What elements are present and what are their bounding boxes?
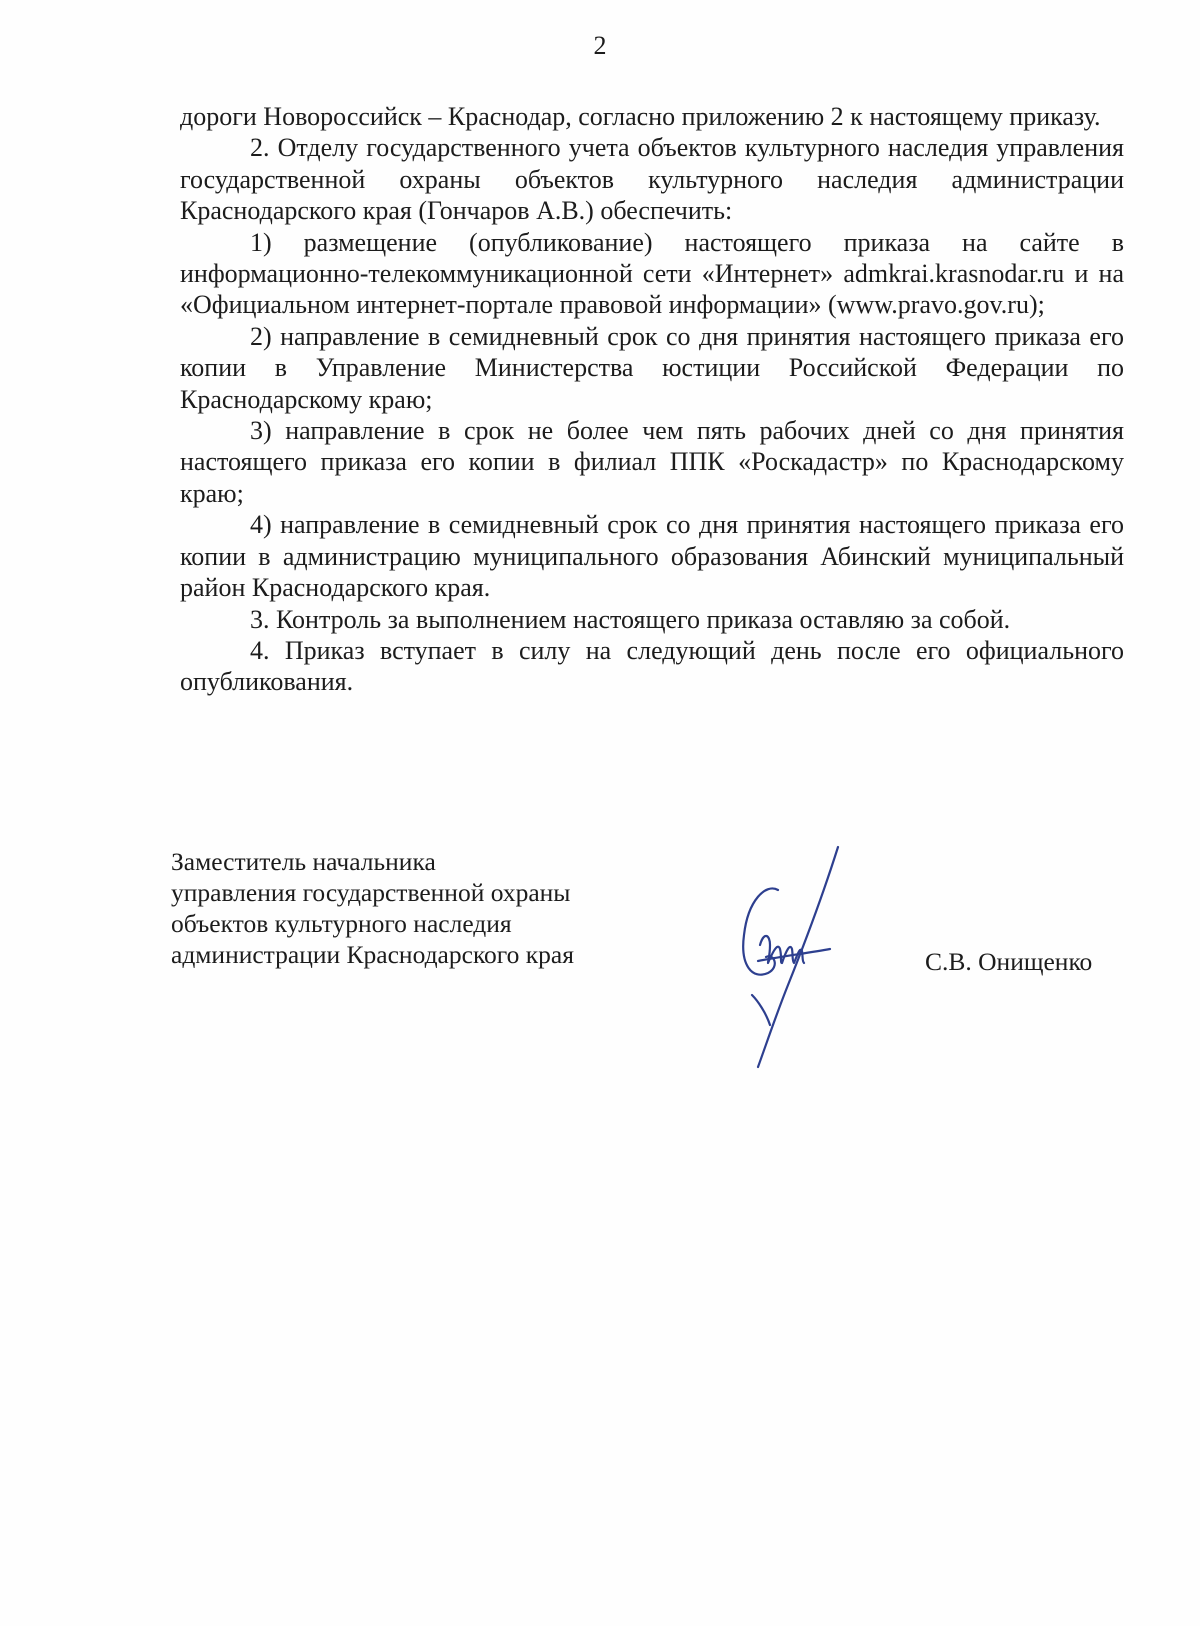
document-body (180, 101, 1124, 698)
paragraph: 3. Контроль за выполнением настоящего приказа оставляю за собой. (250, 604, 1011, 634)
paragraph: 1) размещение (опубликование) настоящего приказа на сайте в информационно-телекоммуникационной сети «Интернет» admkrai.krasnodar.ru и на «Официальном интернет-портале правовой информации» (www.pravo.gov.ru); (180, 227, 1124, 320)
signer-name: С.В. Онищенко (925, 947, 1093, 976)
signatory-position (171, 846, 574, 970)
paragraph: 4) направление в семидневный срок со дня принятия настоящего приказа его копии в администрацию муниципального образования Абинский муниципальный район Краснодарского края. (180, 510, 1124, 603)
signatory-position-line: управления государственной охраны (171, 878, 571, 907)
paragraph: дороги Новороссийск – Краснодар, согласно приложению 2 к настоящему приказу. (180, 102, 1101, 131)
paragraph: 3) направление в срок не более чем пять рабочих дней со дня принятия настоящего приказа его копии в филиал ППК «Роскадастр» по Краснодарскому краю; (180, 416, 1124, 508)
signatory-position-line: объектов культурного наследия (171, 909, 512, 938)
signatory-position-line: администрации Краснодарского края (171, 940, 574, 969)
handwritten-signature (738, 845, 878, 1070)
paragraph: 4. Приказ вступает в силу на следующий день после его официального опубликования. (180, 635, 1124, 697)
signatory-position-line: Заместитель начальника (171, 847, 436, 876)
page-number: 2 (593, 31, 607, 60)
paragraph: 2. Отделу государственного учета объектов культурного наследия управления государственной охраны объектов культурного наследия администрации Краснодарского края (Гончаров А.В.) обеспечить: (180, 133, 1124, 226)
paragraph: 2) направление в семидневный срок со дня принятия настоящего приказа его копии в Управление Министерства юстиции Российской Федерации по Краснодарскому краю; (180, 321, 1124, 414)
